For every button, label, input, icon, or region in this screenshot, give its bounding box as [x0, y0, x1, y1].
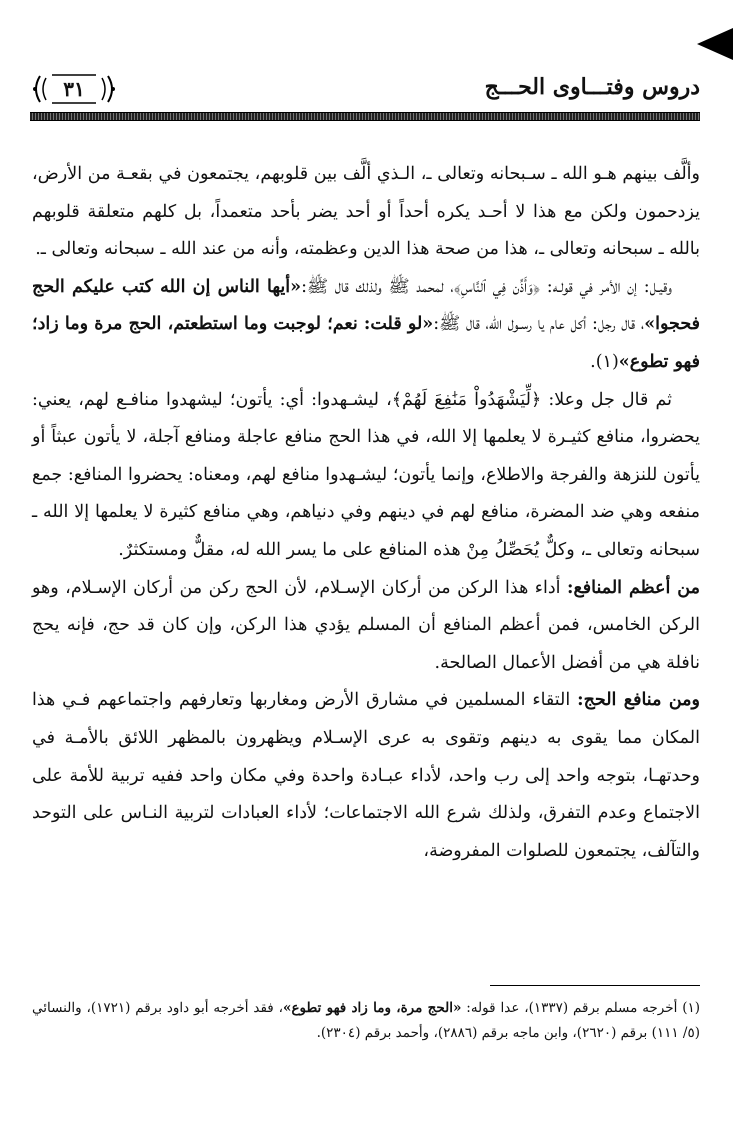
paragraph-3: ثم قال جل وعلا: ﴿لِّيَشْهَدُواْ مَنَٰفِعَ لَهُمْ﴾، ليشـهدوا: أي: يأتون؛ ليشهدوا منافـع لهم، يعني: يحضروا، منافع كثيـرة لا يعلمها إلا الله، في هذا الحج منافع عاجلة ومنافع آجلة، لا يأتون عبثاً أو يأتون للنزهة والفرجة والاطلاع، وإنما يأتون؛ ليشـهدوا منافع لهم، ومعناه: يحضروا المنافع: جمع منفعه وهي ضد المضرة، منافع لهم في دينهم وفي دنياهم، وهي منافع كثيرة لا يعلمها إلا الله ـ سبحانه وتعالى ـ، وكلٌّ يُحَصِّلُ مِنْ هذه المنافع على ما يسر الله له، مقلٌّ ومستكثرٌ.: [32, 389, 700, 560]
paragraph-4-lead: من أعظم المنافع:: [566, 577, 701, 598]
footnote-1: [32, 996, 700, 1046]
paragraph-5: [32, 682, 700, 870]
footnote-rule: [490, 985, 700, 986]
running-title: دروس وفتـــاوى الحـــج: [484, 74, 700, 100]
hadith-quote-1: «أيها الناس إن الله كتب عليكم الحج فحجوا»: [32, 276, 700, 335]
footnote-reference: (١).: [590, 351, 619, 372]
paragraph-1: وألَّف بينهم هـو الله ـ سـبحانه وتعالى ـ، الـذي ألَّف بين قلوبهم، يجتمعون في بقعـة من الأرض، يزدحمون ولكن مع هذا لا أحـد يكره أحداً أو أحد يضر بأحد متعمداً، بل كلهم متعلقة قلوبهم بالله ـ سبحانه وتعالى ـ، هذا من صحة هذا الدين وعظمته، وأنه من عند الله ـ سبحانه وتعالى ـ.: [32, 164, 700, 260]
page-header: [30, 72, 700, 112]
page-number-badge: [30, 72, 118, 106]
corner-tab-mark: [697, 28, 733, 60]
paragraph-2: [32, 269, 700, 382]
footnote-text-b: ، فقد أخرجه أبو داود برقم (١٧٢١)، والنسائي (٥/ ١١١) برقم (٢٦٢٠)، وابن ماجه برقم (٢٨٨٦)، وأحمد برقم (٢٣٠٤).: [32, 1000, 700, 1041]
header-rule: [30, 112, 700, 121]
footnote: [32, 996, 700, 1046]
paragraph-2-text-b: ، قال رجل: أكل عام يا رسـول الله، قال ﷺ:: [433, 314, 645, 335]
paragraph-2-text-a: وقيـل: إن الأمر في قولـه: ﴿وَأَذِّن فِي ٱلنَّاسِ﴾، لمحمد ﷺ ولذلك قال ﷺ:: [301, 276, 672, 297]
paragraph-4: [32, 570, 700, 683]
footnote-quote: «الحج مرة، وما زاد فهو تطوع»: [283, 1000, 462, 1016]
paragraph-5-lead: ومن منافع الحج:: [577, 690, 701, 711]
body-text: [32, 156, 700, 870]
footnote-text-a: (١) أخرجه مسلم برقم (١٣٣٧)، عدا قوله:: [461, 1000, 701, 1016]
paragraph-5-text: التقاء المسلمين في مشارق الأرض ومغاربها وتعارفهم واجتماعهم فـي هذا المكان مما يقوى به دينهم وتقوى به عرى الإسـلام ويظهرون بالمظهر اللائق بالأمـة في وحدتهـا، بتوجه واحد إلى رب واحد، لأداء عبـادة واحدة وفي مكان واحد ففيه تربية للأمة على الاجتماع وعدم التفرق، ولذلك شرع الله الاجتماعات؛ لأداء العبادات لتربية النـاس على التوحد والتآلف، يجتمعون للصلوات المفروضة،: [32, 690, 700, 861]
hadith-quote-2: «لو قلت: نعم؛ لوجبت وما استطعتم، الحج مرة وما زاد؛ فهو تطوع»: [32, 314, 700, 372]
page-number: ٣١: [63, 77, 85, 101]
paragraph-4-text: أداء هذا الركن من أركان الإسـلام، لأن الحج ركن من أركان الإسـلام، وهو الركن الخامس، فمن أعظم المنافع أن المسلم يؤدي هذا الركن، وإن كان قد حج، فإنه يحج نافلة هي من أفضل الأعمال الصالحة.: [32, 577, 700, 673]
